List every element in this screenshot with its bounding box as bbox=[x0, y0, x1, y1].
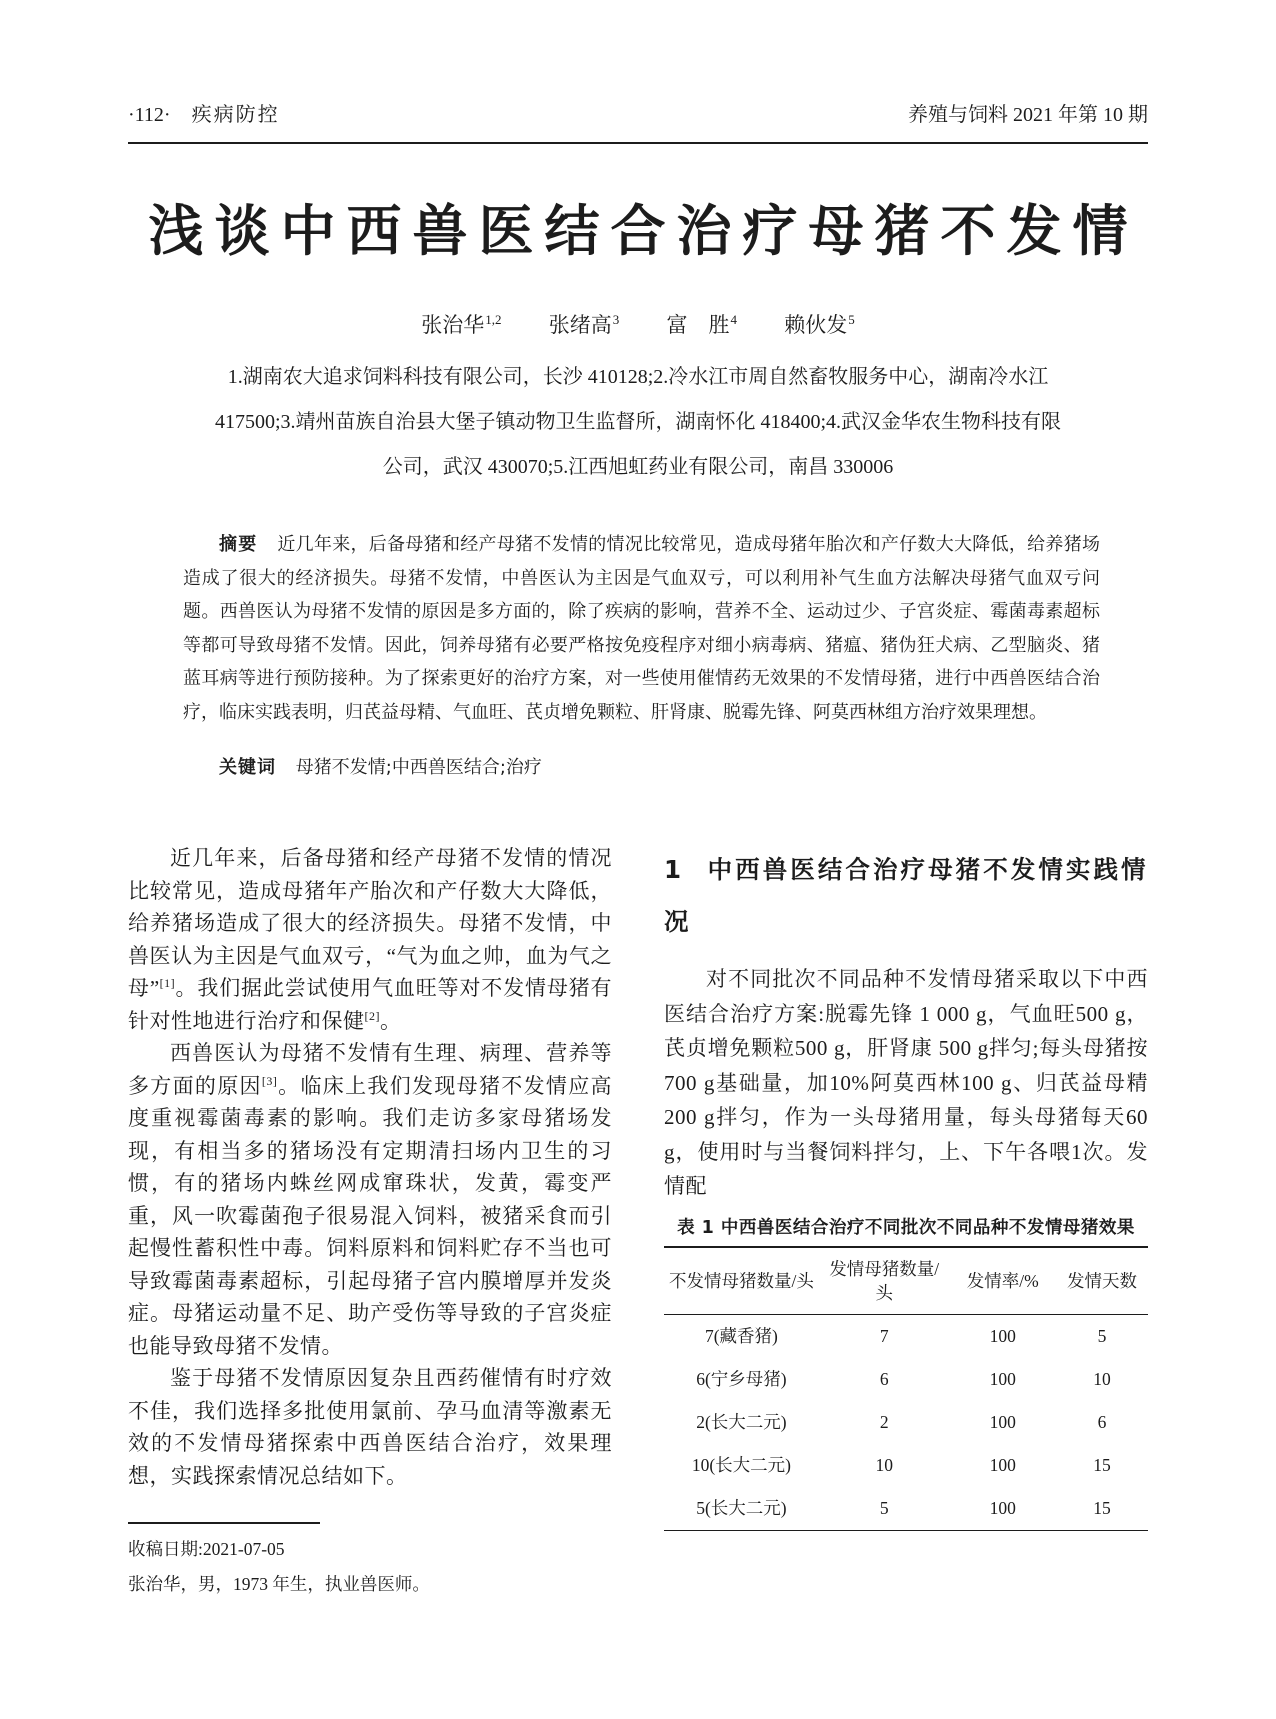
left-column bbox=[128, 842, 612, 1602]
author-name: 赖伙发 bbox=[784, 313, 848, 338]
table-cell: 15 bbox=[1093, 1498, 1111, 1519]
table-header-cell: 发情天数 bbox=[1067, 1270, 1137, 1291]
affiliation-line: 417500;3.靖州苗族自治县大堡子镇动物卫生监督所，湖南怀化 418400;4.武汉金华农生物科技有限 bbox=[214, 411, 1062, 434]
author-name: 富 胜 bbox=[666, 313, 730, 338]
table-cell: 6 bbox=[879, 1369, 889, 1390]
table-cell: 100 bbox=[989, 1369, 1016, 1390]
abstract-label: 摘要 bbox=[219, 534, 258, 556]
table-row bbox=[664, 1314, 1148, 1358]
table-cell: 10 bbox=[875, 1455, 893, 1476]
table-header-cell: 发情母猪数量/头 bbox=[829, 1258, 940, 1303]
affiliations bbox=[128, 355, 1148, 490]
results-table bbox=[664, 1246, 1148, 1531]
author-name: 张治华 bbox=[421, 313, 485, 338]
table-cell: 5(长大二元) bbox=[696, 1498, 787, 1519]
footnote-divider bbox=[128, 1522, 320, 1524]
received-date: 收稿日期:2021-07-05 bbox=[128, 1539, 285, 1560]
author-bio: 张治华，男，1973 年生，执业兽医师。 bbox=[128, 1574, 430, 1595]
author bbox=[784, 313, 855, 337]
table-cell: 100 bbox=[989, 1412, 1016, 1433]
table-body bbox=[664, 1314, 1148, 1530]
table-cell: 100 bbox=[989, 1326, 1016, 1347]
table-cell: 2 bbox=[879, 1412, 889, 1433]
table-cell: 7(藏香猪) bbox=[704, 1326, 778, 1347]
section-number: 1 bbox=[664, 855, 682, 885]
table-cell: 100 bbox=[989, 1455, 1016, 1476]
table-cell: 7 bbox=[879, 1326, 889, 1347]
table-cell: 6(宁乡母猪) bbox=[696, 1369, 787, 1390]
keywords-text: 母猪不发情;中西兽医结合;治疗 bbox=[295, 757, 542, 779]
abstract-text bbox=[183, 528, 1100, 729]
paragraph: 近几年来，后备母猪和经产母猪不发情的情况比较常见，造成母猪年产胎次和产仔数大大降低，给养猪场造成了很大的经济损失。母猪不发情，中兽医认为主因是气血双亏，“气为血之帅，血为气之母”[1]。我们据此尝试使用气血旺等对不发情母猪有针对性地进行治疗和保健[2]。 bbox=[128, 846, 613, 1033]
authors-line bbox=[128, 309, 1148, 339]
table-cell: 2(长大二元) bbox=[696, 1412, 787, 1433]
author-superscript: 4 bbox=[730, 312, 737, 328]
table-head bbox=[664, 1247, 1148, 1315]
table-row bbox=[664, 1487, 1148, 1531]
abstract-body: 近几年来，后备母猪和经产母猪不发情的情况比较常见，造成母猪年胎次和产仔数大大降低，给养猪场造成了很大的经济损失。母猪不发情，中兽医认为主因是气血双亏，可以利用补气生血方法解决母猪气血双亏问题。西兽医认为母猪不发情的原因是多方面的，除了疾病的影响，营养不全、运动过少、子宫炎症、霉菌毒素超标等都可导致母猪不发情。因此，饲养母猪有必要严格按免疫程序对细小病毒病、猪瘟、猪伪狂犬病、乙型脑炎、猪蓝耳病等进行预防接种。为了探索更好的治疗方案，对一些使用催情药无效果的不发情母猪，进行中西兽医结合治疗，临床实践表明，归芪益母精、气血旺、芪贞增免颗粒、肝肾康、脱霉先锋、阿莫西林组方治疗效果理想。 bbox=[183, 534, 1100, 723]
affiliation-line: 公司，武汉 430070;5.江西旭虹药业有限公司，南昌 330006 bbox=[382, 456, 894, 479]
affiliation-line: 1.湖南农大追求饲料科技有限公司，长沙 410128;2.冷水江市周自然畜牧服务中心，湖南冷水江 bbox=[227, 366, 1049, 389]
table-row bbox=[664, 1358, 1148, 1401]
paragraph: 鉴于母猪不发情原因复杂且西药催情有时疗效不佳，我们选择多批使用氯前、孕马血清等激素无效的不发情母猪探索中西兽医结合治疗，效果理想，实践探索情况总结如下。 bbox=[128, 1366, 612, 1488]
table-cell: 10 bbox=[1093, 1369, 1111, 1390]
abstract-block bbox=[183, 528, 1100, 784]
table-row bbox=[664, 1444, 1148, 1487]
table-cell: 5 bbox=[879, 1498, 889, 1519]
author bbox=[667, 313, 738, 337]
table-cell: 100 bbox=[989, 1498, 1016, 1519]
column-section-label: 疾病防控 bbox=[191, 104, 280, 126]
table-cell: 10(长大二元) bbox=[691, 1455, 792, 1476]
section-title: 中西兽医结合治疗母猪不发情实践情况 bbox=[664, 855, 1148, 937]
section-heading bbox=[664, 844, 1148, 948]
table-row bbox=[664, 1401, 1148, 1444]
author bbox=[421, 313, 501, 337]
header-left bbox=[128, 100, 296, 130]
table-caption: 表 1 中西兽医结合治疗不同批次不同品种不发情母猪效果 bbox=[677, 1217, 1135, 1238]
table-header-cell: 不发情母猪数量/头 bbox=[669, 1270, 814, 1291]
keywords-line bbox=[183, 751, 1100, 784]
right-column bbox=[664, 842, 1148, 1531]
table-cell: 15 bbox=[1093, 1455, 1111, 1476]
table-cell: 6 bbox=[1097, 1412, 1107, 1433]
paragraph: 对不同批次不同品种不发情母猪采取以下中西医结合治疗方案:脱霉先锋 1 000 g，气血旺500 g，芪贞增免颗粒500 g，肝肾康 500 g拌匀;每头母猪按700 g基础量，加10%阿莫西林100 g、归芪益母精200 g拌匀，作为一头母猪用量，每头母猪每天60 g，使用时与当餐饲料拌匀，上、下午各喂1次。发情配 bbox=[664, 967, 1148, 1199]
page-header bbox=[128, 100, 1148, 144]
author-superscript: 5 bbox=[848, 312, 855, 328]
footnote-block bbox=[128, 1522, 612, 1602]
author bbox=[549, 313, 620, 337]
author-superscript: 3 bbox=[612, 312, 620, 328]
table-header-row bbox=[664, 1247, 1148, 1315]
table-header-cell: 发情率/% bbox=[966, 1270, 1039, 1291]
author-name: 张绪高 bbox=[548, 313, 612, 338]
body-columns bbox=[128, 842, 1148, 1602]
keywords-label: 关键词 bbox=[219, 757, 276, 779]
table-cell: 5 bbox=[1097, 1326, 1107, 1347]
paragraph: 西兽医认为母猪不发情有生理、病理、营养等多方面的原因[3]。临床上我们发现母猪不发情应高度重视霉菌毒素的影响。我们走访多家母猪场发现，有相当多的猪场没有定期清扫场内卫生的习惯，有的猪场内蛛丝网成窜珠状，发黄，霉变严重，风一吹霉菌孢子很易混入饲料，被猪采食而引起慢性蓄积性中毒。饲料原料和饲料贮存不当也可导致霉菌毒素超标，引起母猪子宫内膜增厚并发炎症。母猪运动量不足、助产受伤等导致的子宫炎症也能导致母猪不发情。 bbox=[128, 1041, 613, 1358]
page-number: ·112· bbox=[128, 104, 171, 126]
article-title: 浅谈中西兽医结合治疗母猪不发情 bbox=[148, 199, 1139, 263]
author-superscript: 1,2 bbox=[485, 312, 502, 328]
journal-issue: 养殖与饲料 2021 年第 10 期 bbox=[908, 104, 1148, 126]
